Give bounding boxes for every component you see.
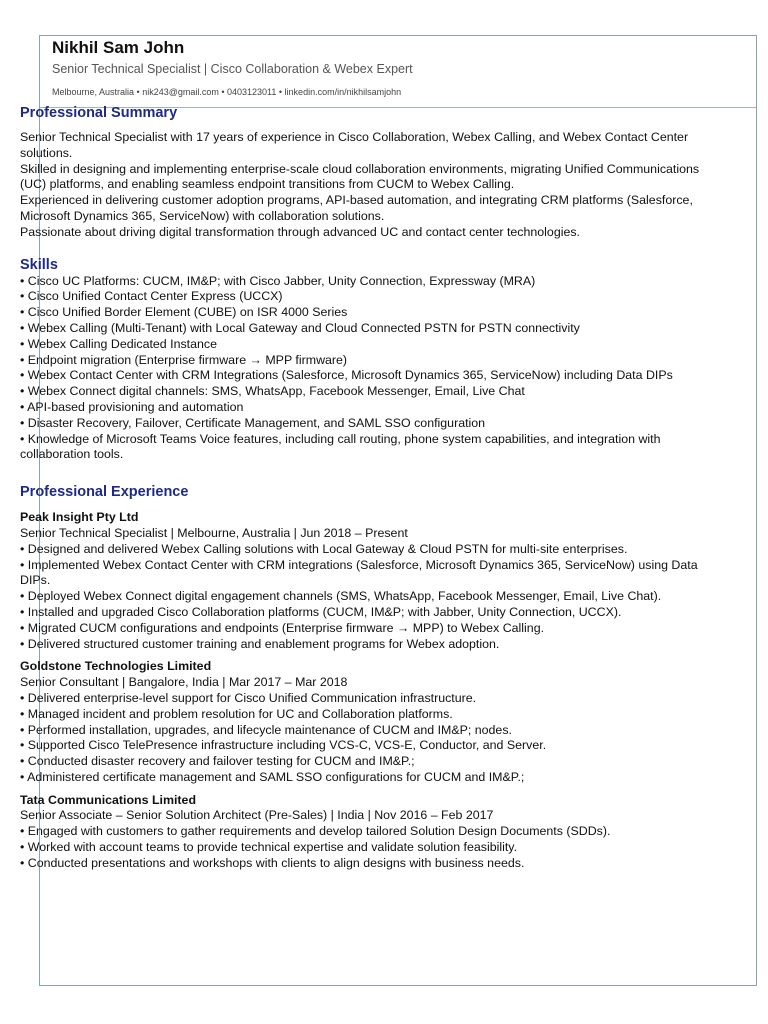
job-bullet: • Implemented Webex Contact Center with CRM integrations (Salesforce, Microsoft Dynamics 365, ServiceNow) using Data DIPs. <box>20 557 698 588</box>
skill-item: • Disaster Recovery, Failover, Certificate Management, and SAML SSO configuration <box>20 415 486 430</box>
job-bullet: • Designed and delivered Webex Calling solutions with Local Gateway & Cloud PSTN for multi-site enterprises. <box>20 541 628 556</box>
job-bullet: • Migrated CUCM configurations and endpoints (Enterprise firmware → MPP) to Webex Calling. <box>20 620 545 635</box>
skill-item: • Cisco Unified Border Element (CUBE) on ISR 4000 Series <box>20 305 348 320</box>
skills-heading: Skills <box>20 256 58 273</box>
job-bullet: • Worked with account teams to provide technical expertise and validate solution feasibility. <box>20 840 518 855</box>
job-entry <box>20 510 700 652</box>
job-bullet: • Performed installation, upgrades, and lifecycle maintenance of CUCM and IM&P; nodes. <box>20 722 512 737</box>
job-entry <box>20 793 700 872</box>
candidate-name: Nikhil Sam John <box>52 38 185 57</box>
job-entry <box>20 659 700 785</box>
skill-item: • Webex Calling (Multi-Tenant) with Local Gateway and Cloud Connected PSTN for PSTN connectivity <box>20 320 580 335</box>
contact-line: Melbourne, Australia • nik243@gmail.com • 0403123011 • linkedin.com/in/nikhilsamjohn <box>52 87 402 97</box>
job-company: Tata Communications Limited <box>20 792 197 807</box>
skill-item: • Cisco UC Platforms: CUCM, IM&P; with Cisco Jabber, Unity Connection, Expressway (MRA) <box>20 273 536 288</box>
resume-body <box>20 104 700 872</box>
job-bullet: • Engaged with customers to gather requirements and develop tailored Solution Design Documents (SDDs). <box>20 824 611 839</box>
summary-heading: Professional Summary <box>20 105 178 121</box>
job-company: Peak Insight Pty Ltd <box>20 510 139 525</box>
skill-item: • Webex Connect digital channels: SMS, WhatsApp, Facebook Messenger, Email, Live Chat <box>20 384 525 399</box>
skill-item: • Webex Calling Dedicated Instance <box>20 336 217 351</box>
job-bullet: • Delivered enterprise-level support for Cisco Unified Communication infrastructure. <box>20 690 477 705</box>
job-role: Senior Associate – Senior Solution Architect (Pre-Sales) | India | Nov 2016 – Feb 2017 <box>20 808 494 823</box>
job-bullet: • Administered certificate management and SAML SSO configurations for CUCM and IM&P.; <box>20 769 525 784</box>
job-bullet: • Conducted disaster recovery and failover testing for CUCM and IM&P.; <box>20 754 415 769</box>
job-company: Goldstone Technologies Limited <box>20 659 212 674</box>
skill-item: • Endpoint migration (Enterprise firmware → MPP firmware) <box>20 352 348 367</box>
job-bullet: • Installed and upgraded Cisco Collaboration platforms (CUCM, IM&P; with Jabber, Unity Connection, UCCX). <box>20 604 622 619</box>
summary-section <box>20 104 700 241</box>
job-bullet: • Conducted presentations and workshops with clients to align designs with business needs. <box>20 855 525 870</box>
summary-paragraph: Senior Technical Specialist with 17 years of experience in Cisco Collaboration, Webex Calling, and Webex Contact Center solutions. <box>20 130 689 160</box>
resume-header <box>40 36 756 108</box>
skill-item: • Knowledge of Microsoft Teams Voice features, including call routing, phone system capabilities, and integration with collaboration tools. <box>20 431 661 462</box>
summary-paragraph: Passionate about driving digital transformation through advanced UC and contact center technologies. <box>20 224 580 239</box>
job-role: Senior Technical Specialist | Melbourne, Australia | Jun 2018 – Present <box>20 525 408 540</box>
summary-paragraph: Skilled in designing and implementing enterprise-scale cloud collaboration environments, migrating Unified Communications (UC) platforms, and enabling seamless endpoint transitions from CUCM to Webex Calling. <box>20 161 700 192</box>
summary-paragraph: Experienced in delivering customer adoption programs, API-based automation, and integrating CRM platforms (Salesforce, Microsoft Dynamics 365, ServiceNow) with collaboration solutions. <box>20 193 693 223</box>
candidate-title: Senior Technical Specialist | Cisco Collaboration & Webex Expert <box>52 62 413 76</box>
job-bullet: • Managed incident and problem resolution for UC and Collaboration platforms. <box>20 706 453 721</box>
job-bullet: • Supported Cisco TelePresence infrastructure including VCS-C, VCS-E, Conductor, and Server. <box>20 738 547 753</box>
job-role: Senior Consultant | Bangalore, India | Mar 2017 – Mar 2018 <box>20 675 348 690</box>
experience-section <box>20 483 700 872</box>
skill-item: • Webex Contact Center with CRM Integrations (Salesforce, Microsoft Dynamics 365, ServiceNow) including Data DIPs <box>20 368 673 383</box>
job-bullet: • Delivered structured customer training and enablement programs for Webex adoption. <box>20 636 500 651</box>
skill-item: • API-based provisioning and automation <box>20 399 244 414</box>
job-bullet: • Deployed Webex Connect digital engagement channels (SMS, WhatsApp, Facebook Messenger, Email, Live Chat). <box>20 589 662 604</box>
experience-heading: Professional Experience <box>20 484 189 501</box>
skill-item: • Cisco Unified Contact Center Express (UCCX) <box>20 289 283 304</box>
skills-section <box>20 256 700 464</box>
